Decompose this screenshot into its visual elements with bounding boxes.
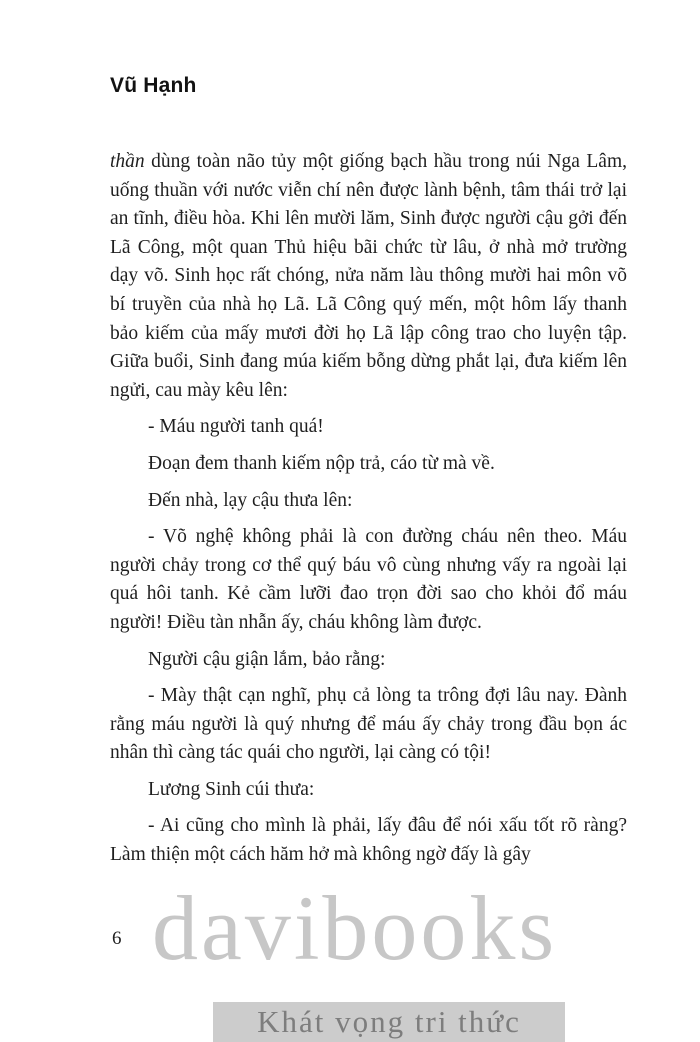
paragraph: Đoạn đem thanh kiếm nộp trả, cáo từ mà về.: [148, 452, 495, 474]
dialogue-line: - Ai cũng cho mình là phải, lấy đâu để nói xấu tốt rõ ràng? Làm thiện một cách hăm hở mà không ngờ đấy là gây: [110, 815, 627, 866]
body-text: [110, 148, 627, 878]
dialogue-line: - Võ nghệ không phải là con đường cháu nên theo. Máu người chảy trong cơ thể quý báu vô cùng nhưng vấy ra ngoài lại quá hôi tanh. Kẻ cầm lưỡi đao trọn đời sao cho khỏi đổ máu người! Điều tàn nhẫn ấy, cháu không làm được.: [110, 526, 627, 633]
paragraph-continuation: [110, 148, 627, 405]
watermark-tagline-bar: [213, 1002, 565, 1042]
dialogue-line: - Mày thật cạn nghĩ, phụ cả lòng ta trông đợi lâu nay. Đành rằng máu người là quý nhưng để máu ấy chảy trong đầu bọn ác nhân thì càng tác quái cho người, lại càng có tội!: [110, 685, 627, 764]
page-number: 6: [112, 928, 122, 949]
paragraph: Đến nhà, lạy cậu thưa lên:: [148, 489, 353, 511]
page-header-author: Vũ Hạnh: [110, 74, 197, 97]
paragraph: Lương Sinh cúi thưa:: [148, 778, 315, 800]
paragraph: Người cậu giận lắm, bảo rằng:: [148, 648, 386, 670]
dialogue-line: - Máu người tanh quá!: [148, 416, 324, 438]
watermark-tagline-text: Khát vọng tri thức: [257, 1004, 521, 1039]
paragraph-text: dùng toàn não tủy một giống bạch hầu trong núi Nga Lâm, uống thuần với nước viễn chí nên được lành bệnh, tâm thái trở lại an tĩnh, điều hòa. Khi lên mười lăm, Sinh được người cậu gởi đến Lã Công, một quan Thủ hiệu bãi chức từ lâu, ở nhà mở trường dạy võ. Sinh học rất chóng, nửa năm làu thông mười hai môn võ bí truyền của nhà họ Lã. Lã Công quý mến, một hôm lấy thanh bảo kiếm của mấy mươi đời họ Lã lập công trao cho luyện tập. Giữa buổi, Sinh đang múa kiếm bỗng dừng phắt lại, đưa kiếm lên ngửi, cau mày kêu lên:: [110, 151, 627, 401]
publisher-watermark: [0, 877, 700, 1042]
watermark-brand-text: davibooks: [152, 877, 558, 979]
lead-word-italic: thần: [110, 151, 145, 172]
